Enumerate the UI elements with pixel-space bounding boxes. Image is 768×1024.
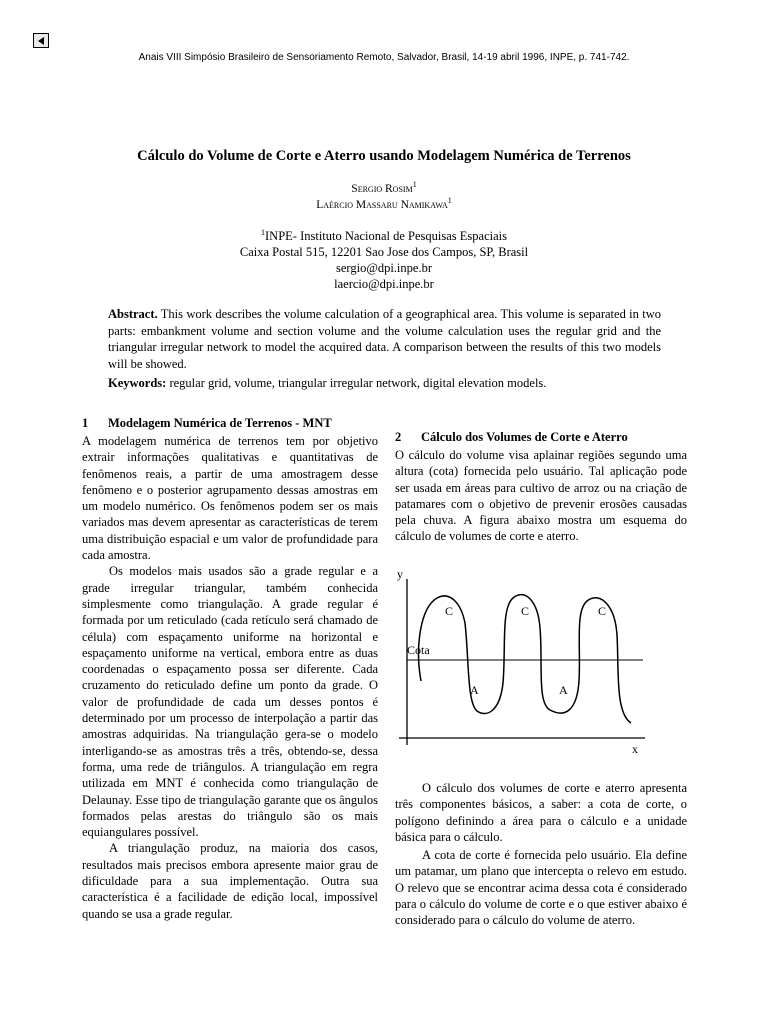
triangle-left-icon <box>38 37 44 45</box>
author-1: Sergio Rosim$^1$ <box>351 180 417 195</box>
author-name: Sergio Rosim <box>351 183 413 195</box>
section-2-body <box>395 780 687 929</box>
section-1-body <box>82 433 378 922</box>
citation-header: Anais VIII Simpósio Brasileiro de Sensoriamento Remoto, Salvador, Brasil, 14-19 abril 1996, INPE, p. 741-742. <box>138 52 630 63</box>
affiliation-address: Caixa Postal 515, 12201 Sao Jose dos Campos, SP, Brasil <box>239 245 529 259</box>
fill-label: A <box>559 683 568 697</box>
cut-fill-diagram <box>395 563 655 763</box>
paragraph: O cálculo dos volumes de corte e aterro apresenta três componentes básicos, a saber: a cota de corte, o polígono definindo a área para o cálculo e a unidade básica para o cálculo. <box>395 781 687 844</box>
email-sergio[interactable]: sergio@dpi.inpe.br <box>336 261 432 275</box>
paragraph: O cálculo do volume visa aplainar regiões segundo uma altura (cota) fornecida pelo usuário. Tal aplicação pode ser usada em áreas para cultivo de arroz ou na criação de patamares com o objetivo de prevenir erosões causadas pela chuva. A figura abaixo mostra um esquema do cálculo de volumes de corte e aterro. <box>395 448 687 544</box>
keywords-label: Keywords: <box>108 376 167 390</box>
section-2-intro <box>395 447 687 545</box>
keywords-text: regular grid, volume, triangular irregular network, digital elevation models. <box>166 376 547 390</box>
y-axis-label: y <box>397 567 403 581</box>
cota-label: Cota <box>407 643 430 657</box>
cut-label: C <box>521 604 530 618</box>
abstract-label: Abstract. <box>108 307 158 321</box>
section-1-heading: 1 Modelagem Numérica de Terrenos - MNT <box>82 416 332 430</box>
section-2-heading: 2 Cálculo dos Volumes de Corte e Aterro <box>395 430 628 444</box>
abstract <box>108 306 661 372</box>
paragraph: A cota de corte é fornecida pelo usuário. Ela define um patamar, um plano que intercepta o relevo em estudo. O relevo que se encontrar acima dessa cota é considerado para o cálculo do volume de corte e o que estiver abaixo é considerado para o cálculo do volume de aterro. <box>395 848 687 928</box>
cut-label: C <box>445 604 454 618</box>
fill-label: A <box>470 683 479 697</box>
affiliation-institution: $^1$INPE- Instituto Nacional de Pesquisas Espaciais <box>261 228 507 243</box>
email-laercio[interactable]: laercio@dpi.inpe.br <box>334 277 434 291</box>
paragraph: A triangulação produz, na maioria dos casos, resultados mais precisos embora apresente maior grau de dificuldade para a sua implementação. Outra sua característica é a facilidade de edição local, impossível quando se usa a grade regular. <box>82 841 378 921</box>
back-button[interactable] <box>33 33 49 48</box>
paper-title: Cálculo do Volume de Corte e Aterro usando Modelagem Numérica de Terrenos <box>137 148 631 164</box>
paragraph: A modelagem numérica de terrenos tem por objetivo extrair informações qualitativas e quantitativas de fenômenos reais, a partir de uma amostragem desse fenômeno e o posterior agrupamento dessas amostras em um modelo numérico. Os fenômenos podem ser os mais variados mas devem apresentar as características de terem uma distribuição espacial e um valor de profundidade para cada amostra. <box>82 434 378 563</box>
author-2: Laércio Massaru Namikawa$^1$ <box>316 196 452 211</box>
x-axis-label: x <box>632 742 638 756</box>
keywords <box>108 375 661 392</box>
cut-label: C <box>598 604 607 618</box>
paragraph: Os modelos mais usados são a grade regular e a grade irregular triangular, também conhecida simplesmente como triangulação. A grade regular é formada por um reticulado (cada retículo será chamado de célula) com espaçamento uniforme na horizontal e espaçamento uniforme na vertical, embora entre as duas coordenadas o espaçamento possa ser diferente. Cada cruzamento do reticulado define um ponto da grade. O valor de profundidade de cada um desses pontos é determinado por um processo de interpolação a partir das amostras adquiridas. Na triangulação gera-se o modelo interligando-se as amostras três a três, obtendo-se, dessa forma, uma rede de triângulos. A triangulação em regra utilizada em MNT é conhecida como triangulação de Delaunay. Esse tipo de triangulação garante que os ângulos formados pelas arestas do triângulo são os mais equiangulares possível. <box>82 564 378 840</box>
abstract-text: This work describes the volume calculation of a geographical area. This volume is separated in two parts: embankment volume and section volume and the volume calculation uses the regular grid and the triangular irregular network to model the acquired data. A comparison between the results of this two models will be showed. <box>108 307 661 371</box>
author-name: Laércio Massaru Namikawa <box>316 199 448 211</box>
